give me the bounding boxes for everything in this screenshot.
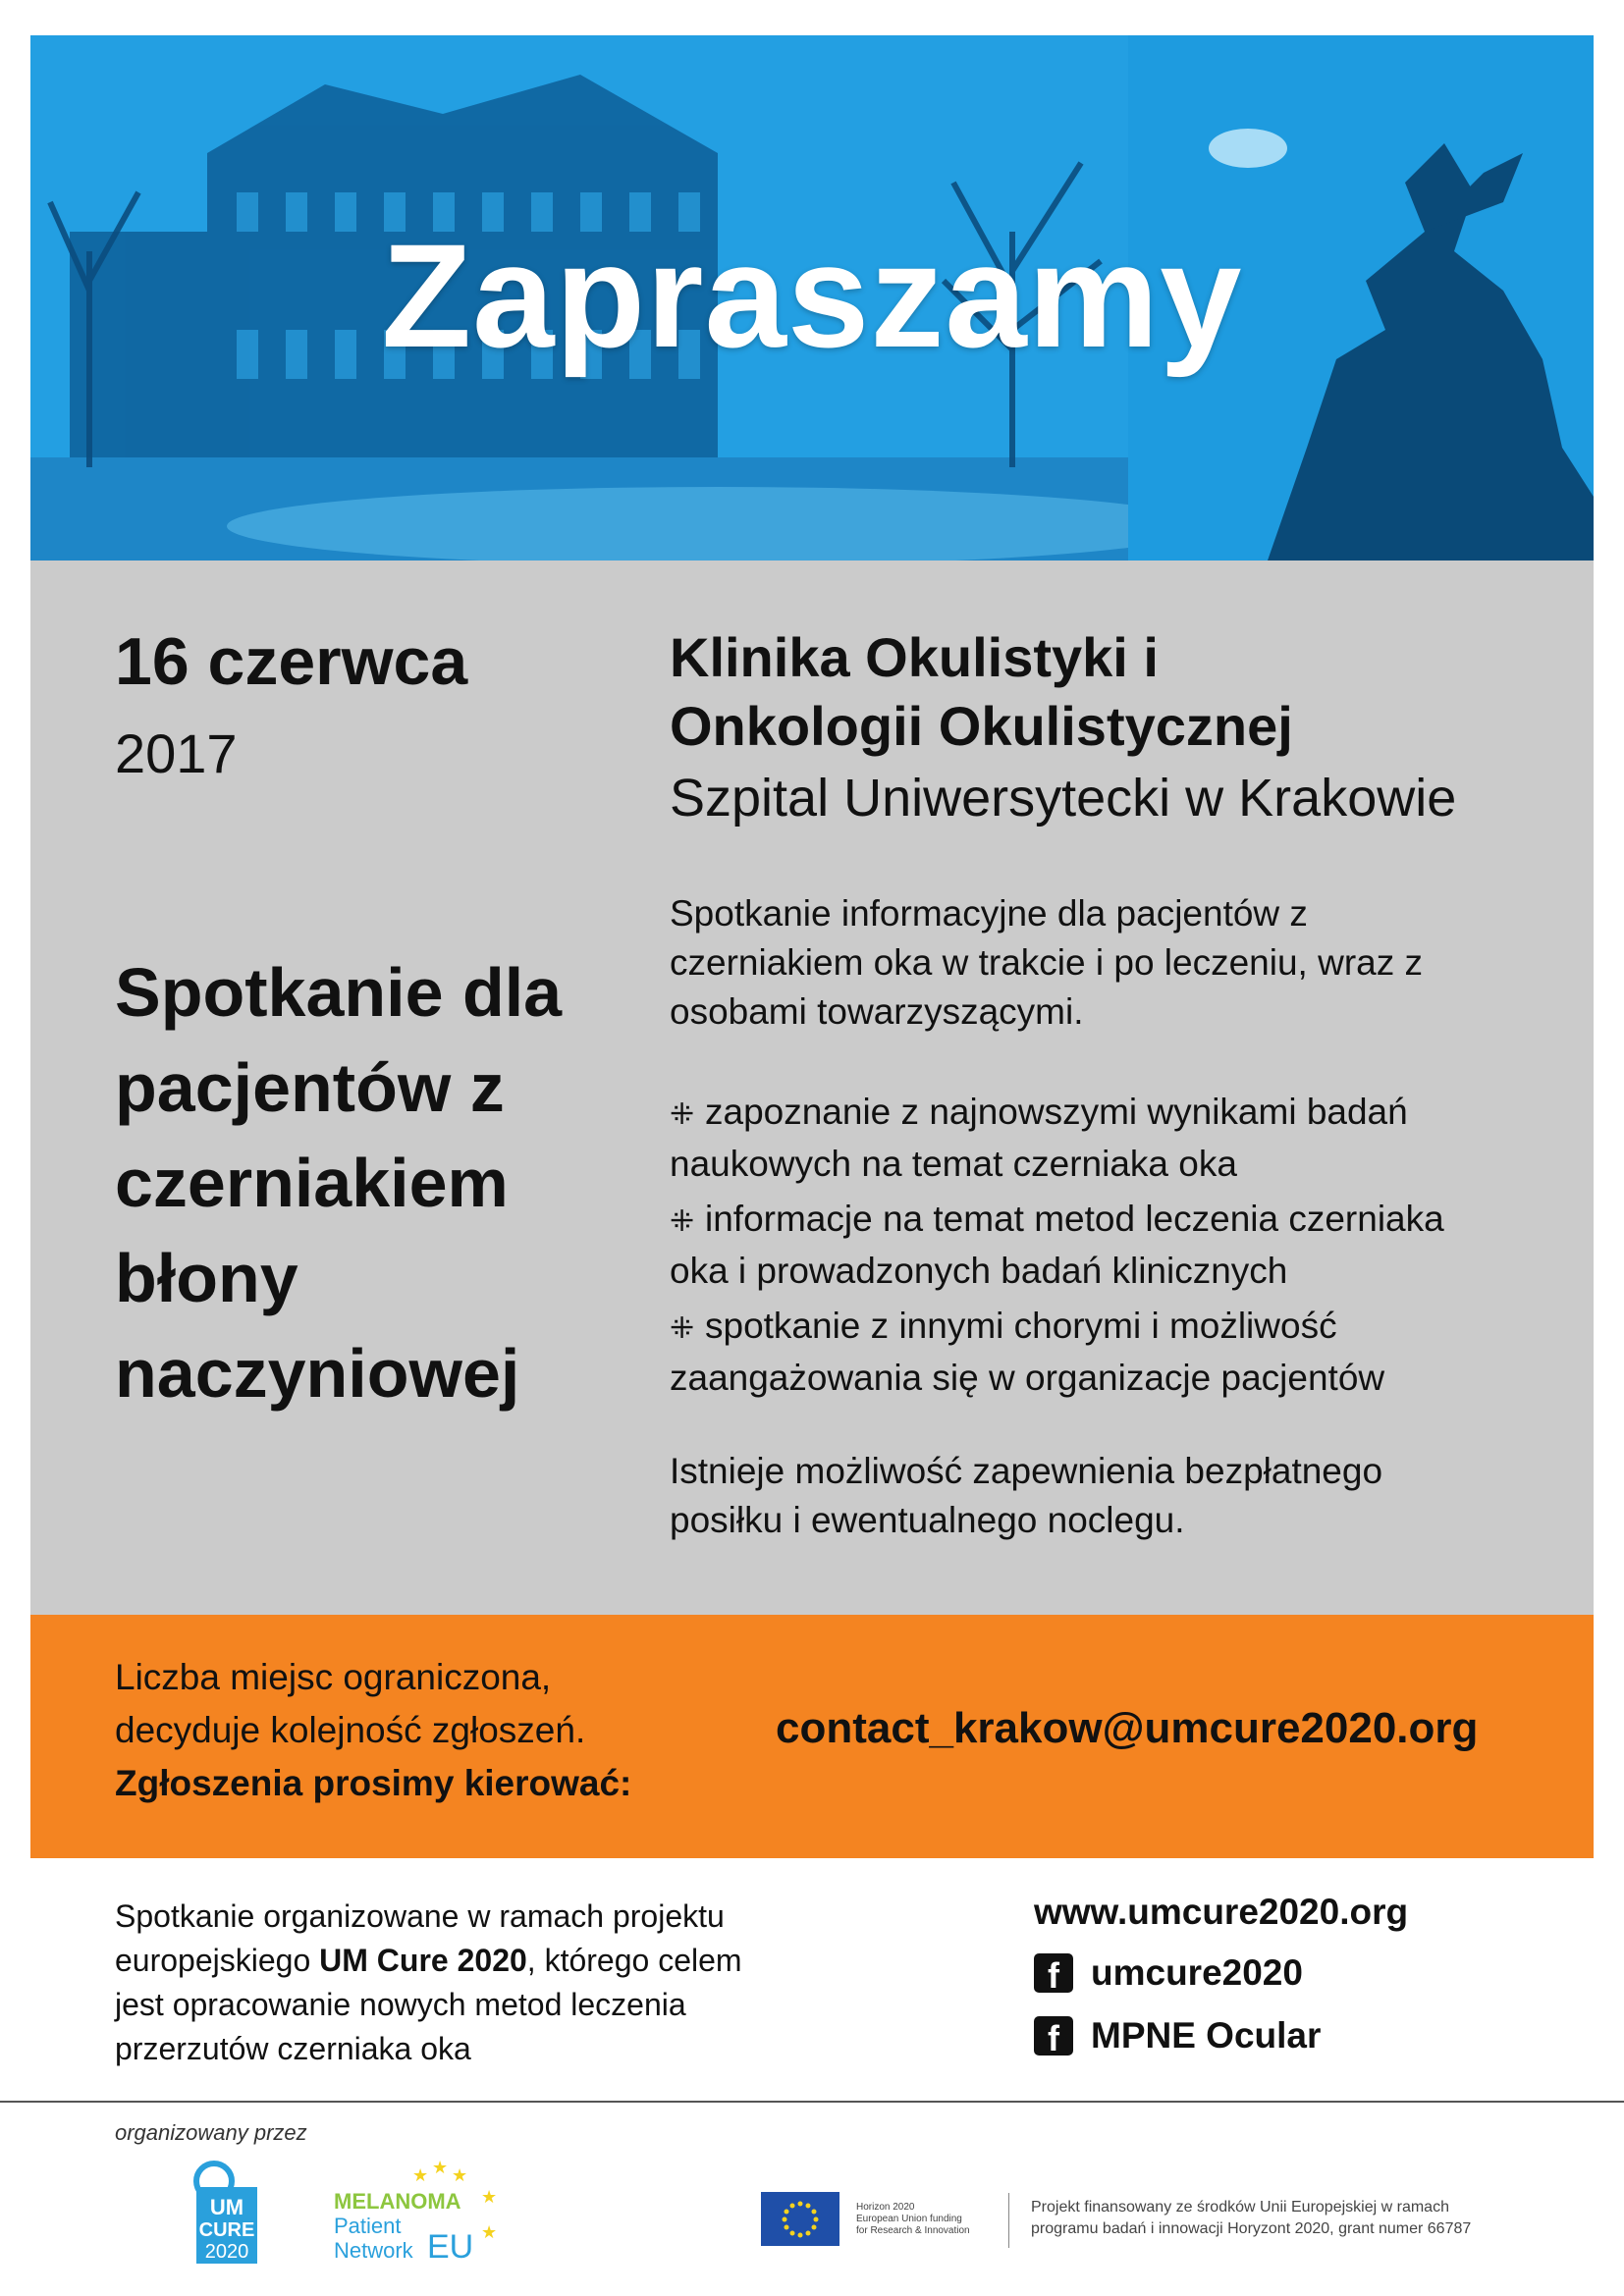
meeting-title-line: naczyniowej: [115, 1335, 520, 1412]
footer-separator: [1008, 2193, 1009, 2248]
registration-line: Liczba miejsc ograniczona,: [115, 1657, 552, 1697]
funding-line: programu badań i innowacji Horyzont 2020, grant numer 66787: [1031, 2220, 1472, 2237]
project-line: jest opracowanie nowych metod leczenia: [115, 1987, 686, 2022]
bullet-line: zaangażowania się w organizacje pacjentów: [670, 1358, 1385, 1398]
agenda-bullet: [670, 1088, 1553, 1189]
registration-info: [115, 1651, 704, 1810]
bullet-symbol: ⁜: [670, 1312, 695, 1345]
svg-text:★: ★: [481, 2187, 498, 2208]
hospital-name: Szpital Uniwersytecki w Krakowie: [670, 769, 1457, 828]
bullet-symbol: ⁜: [670, 1205, 695, 1238]
melanoma-patient-network-logo: [334, 2160, 530, 2268]
meeting-title-line: błony: [115, 1240, 298, 1316]
svg-text:★: ★: [432, 2160, 449, 2178]
svg-text:★: ★: [452, 2165, 468, 2186]
um-logo-text: UM: [209, 2195, 244, 2219]
agenda-bullet: [670, 1195, 1553, 1296]
project-description: [115, 1895, 822, 2071]
funding-note: [1031, 2197, 1542, 2240]
horizon-2020-text: [856, 2202, 994, 2237]
meal-info: [670, 1447, 1553, 1545]
melanoma-logo-text: Patient: [334, 2214, 402, 2238]
facebook-icon: [1034, 1953, 1073, 1993]
eu-flag-icon: [761, 2192, 839, 2246]
facebook-icon: [1034, 2016, 1073, 2056]
meeting-title-line: czerniakiem: [115, 1145, 509, 1221]
um-logo-text: CURE: [198, 2219, 255, 2241]
horizon-line: for Research & Innovation: [856, 2225, 970, 2236]
project-line: , którego celem: [526, 1943, 742, 1978]
bullet-symbol: ⁜: [670, 1098, 695, 1131]
footer-divider: [0, 2101, 1624, 2103]
project-line: przerzutów czerniaka oka: [115, 2031, 471, 2066]
um-cure-logo: [175, 2160, 283, 2268]
funding-line: Projekt finansowany ze środków Unii Europejskiej w ramach: [1031, 2199, 1449, 2216]
melanoma-logo-text: Network: [334, 2238, 413, 2263]
bullet-line: spotkanie z innymi chorymi i możliwość: [705, 1306, 1337, 1346]
clinic-name-line: Klinika Okulistyki i: [670, 626, 1159, 688]
bullet-line: naukowych na temat czerniaka oka: [670, 1144, 1237, 1184]
meal-line: posiłku i ewentualnego noclegu.: [670, 1500, 1185, 1540]
project-line: Spotkanie organizowane w ramach projektu: [115, 1898, 725, 1934]
meeting-title: [115, 945, 625, 1421]
event-date-year: 2017: [115, 722, 238, 784]
intro-text: [670, 889, 1553, 1037]
meeting-title-line: Spotkanie dla: [115, 954, 563, 1031]
project-line: europejskiego: [115, 1943, 320, 1978]
registration-line: decyduje kolejność zgłoszeń.: [115, 1710, 586, 1750]
facebook-page-name: MPNE Ocular: [1091, 2015, 1322, 2056]
organized-by-label: organizowany przez: [115, 2120, 307, 2145]
clinic-name-line: Onkologii Okulistycznej: [670, 695, 1293, 757]
intro-line: osobami towarzyszącymi.: [670, 991, 1084, 1032]
horizon-line: European Union funding: [856, 2214, 962, 2224]
horizon-line: Horizon 2020: [856, 2202, 915, 2213]
bullet-line: oka i prowadzonych badań klinicznych: [670, 1251, 1288, 1291]
svg-text:★: ★: [412, 2165, 429, 2186]
clinic-name: [670, 623, 1573, 761]
agenda-bullet: [670, 1302, 1553, 1403]
hero-banner: [30, 35, 1594, 561]
facebook-page-name: umcure2020: [1091, 1952, 1303, 1993]
meeting-title-line: pacjentów z: [115, 1049, 505, 1126]
melanoma-logo-text: MELANOMA: [334, 2189, 461, 2214]
registration-call: Zgłoszenia prosimy kierować:: [115, 1763, 632, 1803]
bullet-line: informacje na temat metod leczenia czerniaka: [705, 1199, 1444, 1239]
facebook-link-umcure[interactable]: [1034, 1952, 1303, 1994]
svg-text:★: ★: [481, 2222, 498, 2243]
facebook-link-mpne[interactable]: [1034, 2015, 1321, 2056]
intro-line: Spotkanie informacyjne dla pacjentów z: [670, 893, 1308, 934]
meal-line: Istnieje możliwość zapewnienia bezpłatnego: [670, 1451, 1383, 1491]
event-date-day: 16 czerwca: [115, 624, 468, 699]
project-name: UM Cure 2020: [319, 1943, 527, 1978]
melanoma-logo-text: EU: [427, 2228, 474, 2266]
contact-email-link[interactable]: contact_krakow@umcure2020.org: [776, 1704, 1479, 1752]
hero-title: Zapraszamy: [381, 213, 1243, 378]
website-link[interactable]: www.umcure2020.org: [1034, 1892, 1409, 1932]
bullet-line: zapoznanie z najnowszymi wynikami badań: [705, 1092, 1408, 1132]
intro-line: czerniakiem oka w trakcie i po leczeniu, wraz z: [670, 942, 1424, 983]
um-logo-text: 2020: [204, 2241, 249, 2263]
